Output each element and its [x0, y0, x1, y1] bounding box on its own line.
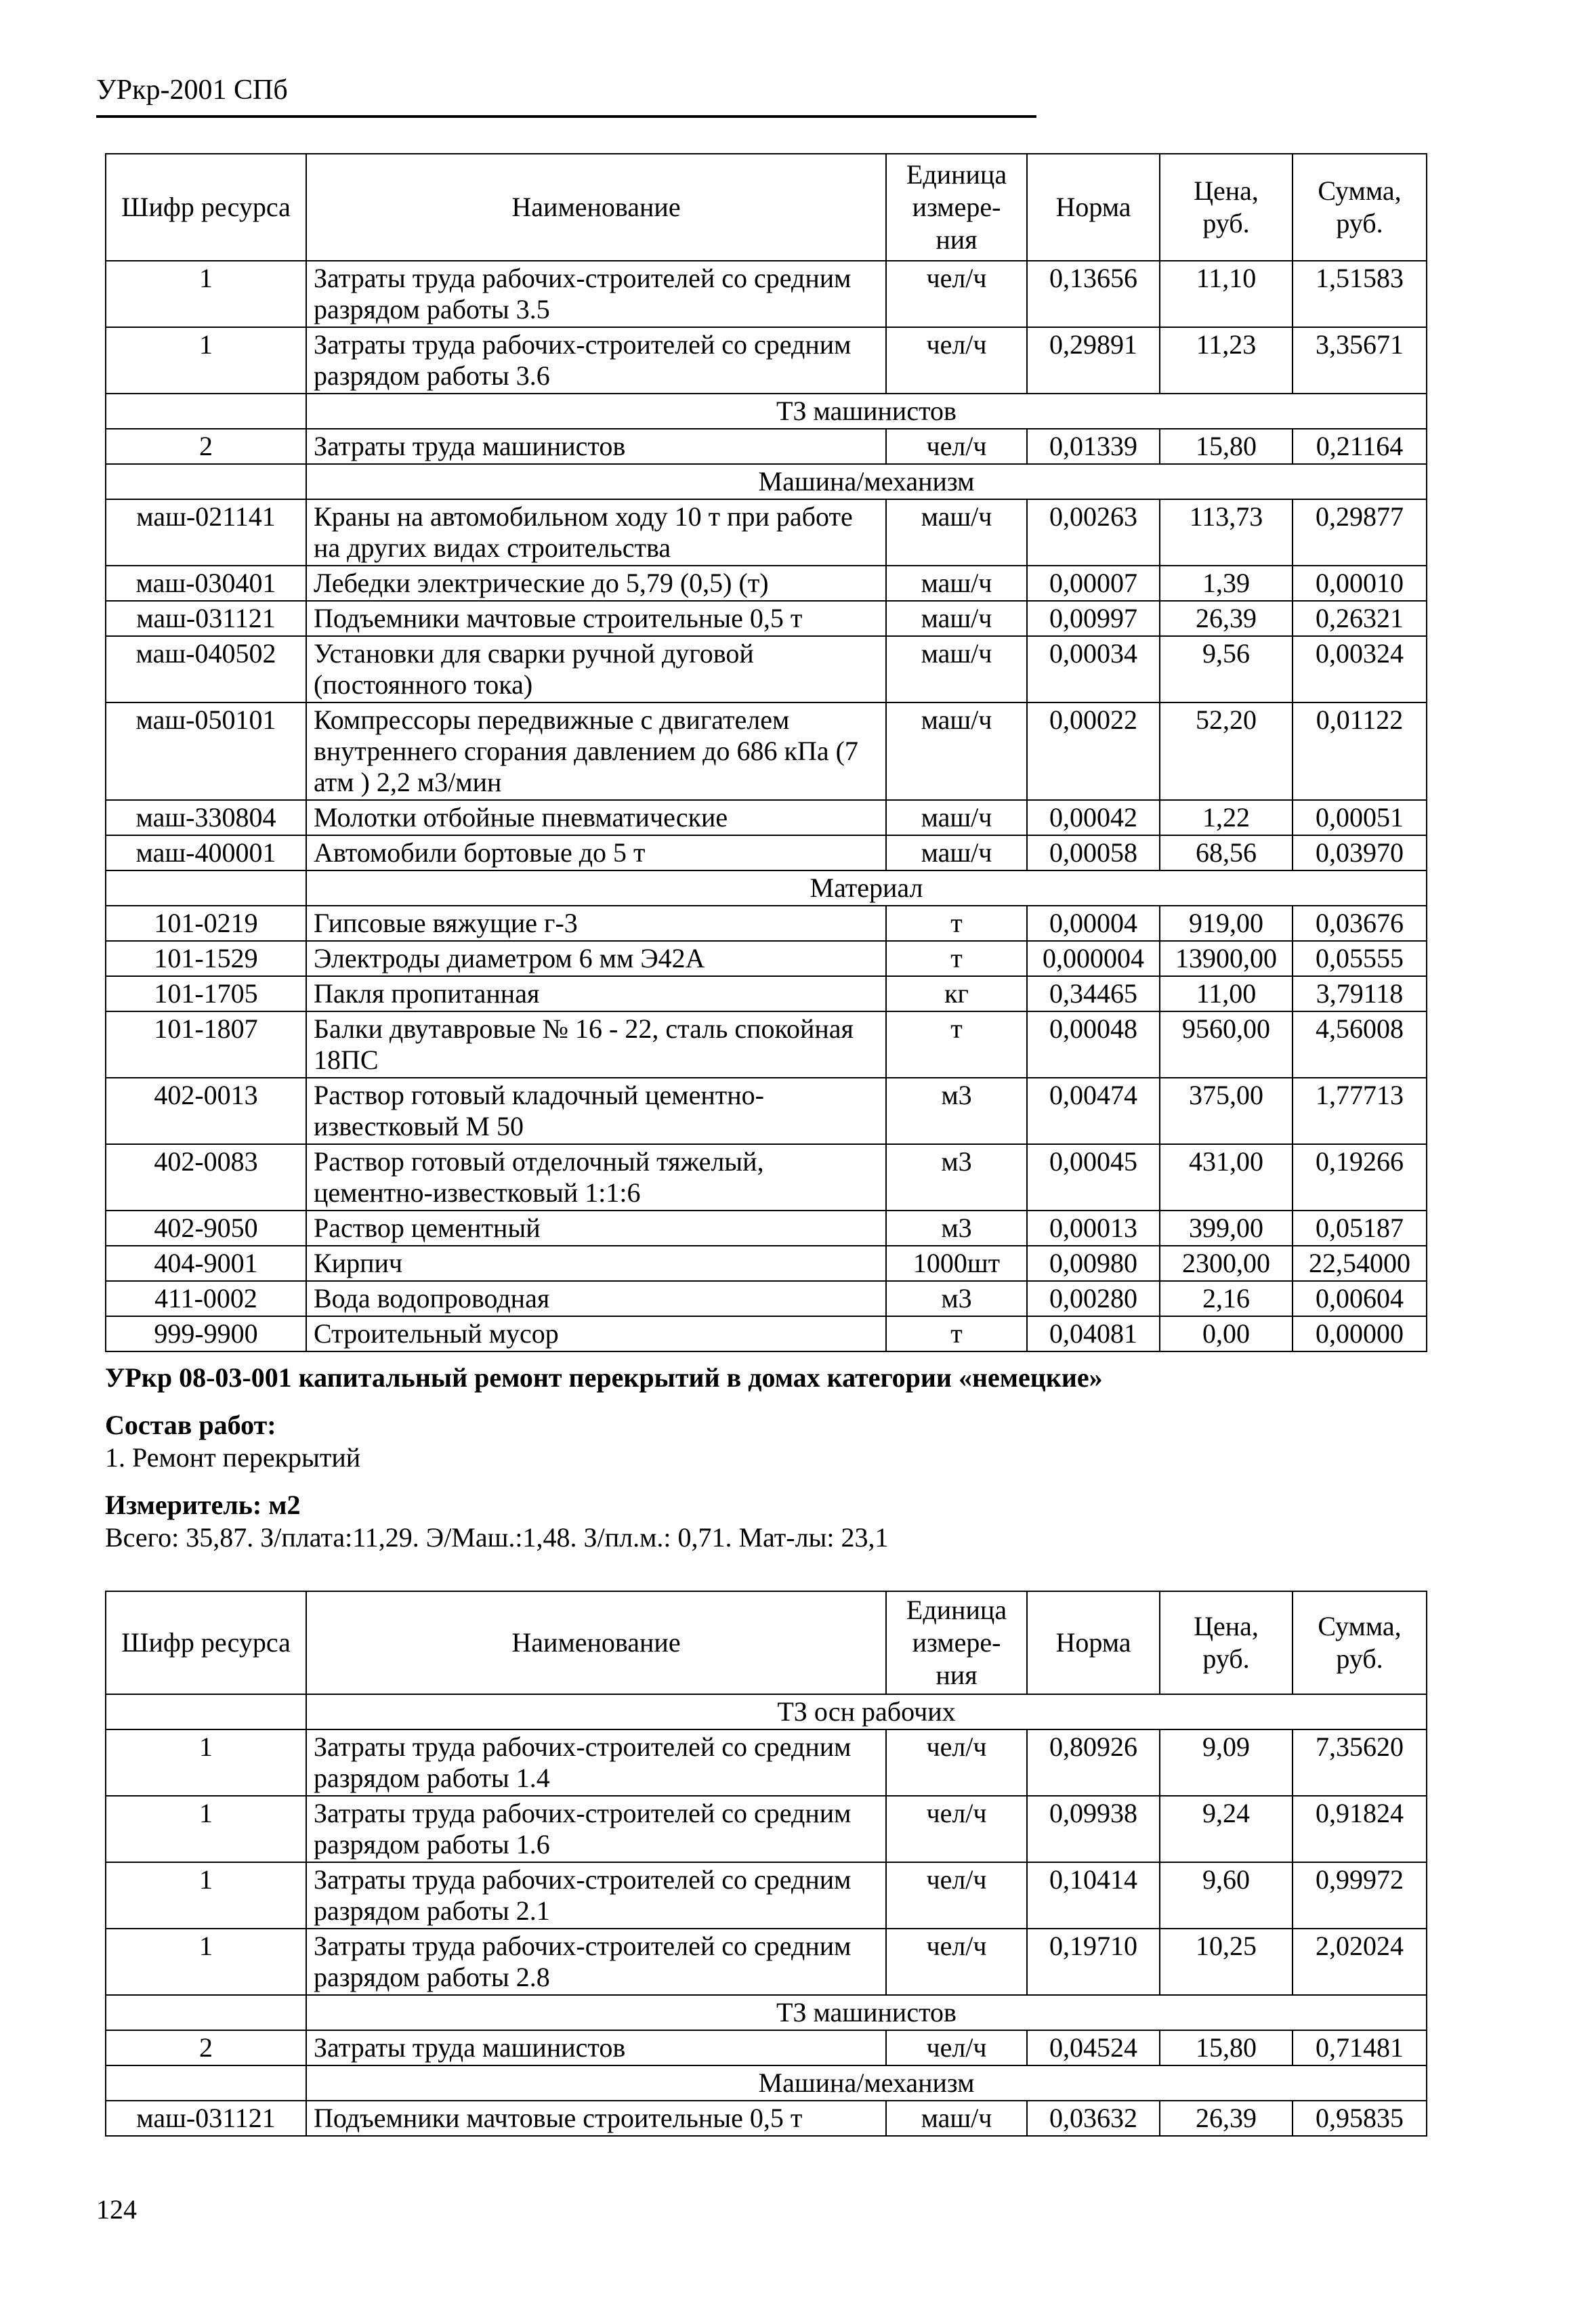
cell-sum: 0,03676 — [1293, 906, 1427, 941]
cell-sum: 0,91824 — [1293, 1796, 1427, 1862]
cell-name: Затраты труда рабочих-строителей со средним разрядом работы 1.6 — [306, 1796, 886, 1862]
cell-unit: маш/ч — [886, 636, 1027, 702]
cell-sum: 0,03970 — [1293, 835, 1427, 870]
table-row — [106, 1144, 1427, 1211]
cell-norm: 0,04081 — [1027, 1316, 1160, 1351]
cell-sum: 3,79118 — [1293, 976, 1427, 1011]
cell-name: Строительный мусор — [306, 1316, 886, 1351]
cell-price: 11,10 — [1160, 261, 1293, 327]
cell-price: 10,25 — [1160, 1929, 1293, 1995]
cell-price: 15,80 — [1160, 2030, 1293, 2065]
cell-sum: 7,35620 — [1293, 1729, 1427, 1796]
cell-norm: 0,34465 — [1027, 976, 1160, 1011]
cell-name: Затраты труда машинистов — [306, 2030, 886, 2065]
col-header-norm: Норма — [1027, 1591, 1160, 1694]
cell-sum: 3,35671 — [1293, 327, 1427, 394]
cell-sum: 0,01122 — [1293, 702, 1427, 800]
cell-unit: м3 — [886, 1211, 1027, 1246]
cell-name: Затраты труда рабочих-строителей со средним разрядом работы 3.6 — [306, 327, 886, 394]
cell-unit: 1000шт — [886, 1246, 1027, 1281]
cell-code: 1 — [106, 1729, 306, 1796]
section-empty-cell — [106, 464, 306, 499]
cell-norm: 0,00007 — [1027, 566, 1160, 601]
cell-code: 402-0083 — [106, 1144, 306, 1211]
cell-name: Компрессоры передвижные с двигателем внутреннего сгорания давлением до 686 кПа (7 атм ) 2,2 м3/мин — [306, 702, 886, 800]
section-label: ТЗ осн рабочих — [306, 1694, 1427, 1729]
cell-unit: чел/ч — [886, 327, 1027, 394]
cell-norm: 0,29891 — [1027, 327, 1160, 394]
cell-norm: 0,00997 — [1027, 601, 1160, 636]
table-row — [106, 1078, 1427, 1144]
col-header-unit: Единица измере-ния — [886, 1591, 1027, 1694]
table-row — [106, 976, 1427, 1011]
cell-price: 113,73 — [1160, 499, 1293, 566]
cell-norm: 0,10414 — [1027, 1862, 1160, 1929]
cell-sum: 0,05555 — [1293, 941, 1427, 976]
table-row — [106, 2030, 1427, 2065]
table-row — [106, 1929, 1427, 1995]
cell-code: 101-1807 — [106, 1011, 306, 1078]
cell-price: 375,00 — [1160, 1078, 1293, 1144]
cell-price: 9,09 — [1160, 1729, 1293, 1796]
cell-price: 11,23 — [1160, 327, 1293, 394]
works-heading: Состав работ: — [105, 1410, 276, 1440]
table-row — [106, 702, 1427, 800]
cell-name: Затраты труда машинистов — [306, 429, 886, 464]
cell-name: Раствор готовый кладочный цементно-известковый М 50 — [306, 1078, 886, 1144]
cell-unit: маш/ч — [886, 702, 1027, 800]
table-row — [106, 499, 1427, 566]
cell-unit: чел/ч — [886, 2030, 1027, 2065]
section-label: Машина/механизм — [306, 464, 1427, 499]
table-row — [106, 636, 1427, 702]
cell-price: 2,16 — [1160, 1281, 1293, 1316]
table-row — [106, 835, 1427, 870]
cell-unit: чел/ч — [886, 261, 1027, 327]
cell-sum: 22,54000 — [1293, 1246, 1427, 1281]
cell-sum: 0,99972 — [1293, 1862, 1427, 1929]
cell-code: 404-9001 — [106, 1246, 306, 1281]
cell-unit: маш/ч — [886, 835, 1027, 870]
cell-name: Кирпич — [306, 1246, 886, 1281]
cell-name: Краны на автомобильном ходу 10 т при работе на других видах строительства — [306, 499, 886, 566]
table-body — [106, 1694, 1427, 2136]
page-number: 124 — [96, 2194, 137, 2225]
col-header-price: Цена, руб. — [1160, 154, 1293, 261]
cell-code: 402-9050 — [106, 1211, 306, 1246]
section-label: Материал — [306, 870, 1427, 906]
cell-name: Раствор цементный — [306, 1211, 886, 1246]
cell-norm: 0,03632 — [1027, 2101, 1160, 2136]
cell-sum: 0,21164 — [1293, 429, 1427, 464]
cell-code: 2 — [106, 2030, 306, 2065]
cell-code: 101-1705 — [106, 976, 306, 1011]
cell-unit: м3 — [886, 1078, 1027, 1144]
cell-code: маш-030401 — [106, 566, 306, 601]
section-title: УРкр 08-03-001 капитальный ремонт перекрытий в домах категории «немецкие» — [105, 1362, 1103, 1393]
cell-unit: маш/ч — [886, 2101, 1027, 2136]
cell-code: маш-040502 — [106, 636, 306, 702]
table-section-row — [106, 1995, 1427, 2030]
table-row — [106, 906, 1427, 941]
table-row — [106, 1246, 1427, 1281]
section-label: ТЗ машинистов — [306, 394, 1427, 429]
cell-name: Затраты труда рабочих-строителей со средним разрядом работы 3.5 — [306, 261, 886, 327]
cell-price: 68,56 — [1160, 835, 1293, 870]
cell-unit: т — [886, 1316, 1027, 1351]
cell-code: 1 — [106, 1796, 306, 1862]
cell-name: Подъемники мачтовые строительные 0,5 т — [306, 601, 886, 636]
table-row — [106, 327, 1427, 394]
col-header-code: Шифр ресурса — [106, 154, 306, 261]
cell-name: Гипсовые вяжущие г-3 — [306, 906, 886, 941]
cell-code: 999-9900 — [106, 1316, 306, 1351]
cell-price: 13900,00 — [1160, 941, 1293, 976]
cell-norm: 0,00004 — [1027, 906, 1160, 941]
cell-code: маш-031121 — [106, 2101, 306, 2136]
totals-line: Всего: 35,87. З/плата:11,29. Э/Маш.:1,48. З/пл.м.: 0,71. Мат-лы: 23,1 — [105, 1522, 889, 1553]
cell-code: 1 — [106, 1929, 306, 1995]
cell-sum: 0,00324 — [1293, 636, 1427, 702]
cell-code: 101-1529 — [106, 941, 306, 976]
section-empty-cell — [106, 870, 306, 906]
cell-price: 399,00 — [1160, 1211, 1293, 1246]
cell-code: маш-031121 — [106, 601, 306, 636]
cell-sum: 0,00010 — [1293, 566, 1427, 601]
col-header-name: Наименование — [306, 1591, 886, 1694]
cell-price: 26,39 — [1160, 601, 1293, 636]
cell-unit: чел/ч — [886, 1796, 1027, 1862]
cell-sum: 0,05187 — [1293, 1211, 1427, 1246]
table-section-row — [106, 1694, 1427, 1729]
cell-sum: 1,77713 — [1293, 1078, 1427, 1144]
cell-sum: 0,26321 — [1293, 601, 1427, 636]
cell-price: 9,24 — [1160, 1796, 1293, 1862]
section-empty-cell — [106, 394, 306, 429]
cell-code: маш-400001 — [106, 835, 306, 870]
cell-norm: 0,04524 — [1027, 2030, 1160, 2065]
cell-price: 0,00 — [1160, 1316, 1293, 1351]
table-row — [106, 800, 1427, 835]
cell-sum: 2,02024 — [1293, 1929, 1427, 1995]
cell-code: маш-021141 — [106, 499, 306, 566]
cell-price: 2300,00 — [1160, 1246, 1293, 1281]
table-row — [106, 261, 1427, 327]
cell-name: Затраты труда рабочих-строителей со средним разрядом работы 1.4 — [306, 1729, 886, 1796]
cell-unit: маш/ч — [886, 566, 1027, 601]
cell-unit: чел/ч — [886, 1929, 1027, 1995]
cell-norm: 0,00280 — [1027, 1281, 1160, 1316]
cell-price: 431,00 — [1160, 1144, 1293, 1211]
col-header-sum: Сумма, руб. — [1293, 154, 1427, 261]
cell-unit: т — [886, 1011, 1027, 1078]
cell-code: 1 — [106, 327, 306, 394]
cell-code: маш-050101 — [106, 702, 306, 800]
cell-unit: маш/ч — [886, 601, 1027, 636]
header-rule — [96, 115, 1036, 118]
table-row — [106, 941, 1427, 976]
cell-price: 919,00 — [1160, 906, 1293, 941]
cell-unit: чел/ч — [886, 1862, 1027, 1929]
cell-price: 52,20 — [1160, 702, 1293, 800]
table-header-row — [106, 1591, 1427, 1694]
col-header-price: Цена, руб. — [1160, 1591, 1293, 1694]
cell-price: 9,60 — [1160, 1862, 1293, 1929]
table-section-row — [106, 464, 1427, 499]
table-row — [106, 1796, 1427, 1862]
cell-unit: т — [886, 906, 1027, 941]
cell-norm: 0,00042 — [1027, 800, 1160, 835]
cell-unit: маш/ч — [886, 499, 1027, 566]
section-empty-cell — [106, 2065, 306, 2101]
cell-sum: 0,71481 — [1293, 2030, 1427, 2065]
table-row — [106, 1211, 1427, 1246]
cell-code: 2 — [106, 429, 306, 464]
col-header-name: Наименование — [306, 154, 886, 261]
col-header-sum: Сумма, руб. — [1293, 1591, 1427, 1694]
cell-sum: 0,29877 — [1293, 499, 1427, 566]
cell-norm: 0,13656 — [1027, 261, 1160, 327]
cell-sum: 0,19266 — [1293, 1144, 1427, 1211]
resource-table-2 — [105, 1591, 1427, 2137]
cell-name: Затраты труда рабочих-строителей со средним разрядом работы 2.1 — [306, 1862, 886, 1929]
table-header-row — [106, 154, 1427, 261]
section-description — [105, 1362, 1426, 1554]
table-row — [106, 2101, 1427, 2136]
cell-price: 1,22 — [1160, 800, 1293, 835]
col-header-norm: Норма — [1027, 154, 1160, 261]
cell-code: 1 — [106, 261, 306, 327]
work-item: 1. Ремонт перекрытий — [105, 1442, 361, 1473]
cell-code: 101-0219 — [106, 906, 306, 941]
cell-unit: чел/ч — [886, 1729, 1027, 1796]
cell-norm: 0,00263 — [1027, 499, 1160, 566]
cell-price: 11,00 — [1160, 976, 1293, 1011]
table-row — [106, 1011, 1427, 1078]
cell-norm: 0,00045 — [1027, 1144, 1160, 1211]
section-label: ТЗ машинистов — [306, 1995, 1427, 2030]
cell-sum: 0,95835 — [1293, 2101, 1427, 2136]
cell-name: Балки двутавровые № 16 - 22, сталь спокойная 18ПС — [306, 1011, 886, 1078]
table-section-row — [106, 2065, 1427, 2101]
cell-name: Раствор готовый отделочный тяжелый, цементно-известковый 1:1:6 — [306, 1144, 886, 1211]
cell-unit: чел/ч — [886, 429, 1027, 464]
cell-name: Молотки отбойные пневматические — [306, 800, 886, 835]
cell-norm: 0,00048 — [1027, 1011, 1160, 1078]
meter-heading: Измеритель: м2 — [105, 1490, 301, 1520]
cell-sum: 0,00000 — [1293, 1316, 1427, 1351]
section-empty-cell — [106, 1995, 306, 2030]
cell-code: 411-0002 — [106, 1281, 306, 1316]
table-section-row — [106, 870, 1427, 906]
cell-norm: 0,00022 — [1027, 702, 1160, 800]
cell-norm: 0,19710 — [1027, 1929, 1160, 1995]
cell-sum: 1,51583 — [1293, 261, 1427, 327]
table-row — [106, 601, 1427, 636]
cell-price: 26,39 — [1160, 2101, 1293, 2136]
resource-table-1 — [105, 153, 1427, 1352]
col-header-code: Шифр ресурса — [106, 1591, 306, 1694]
cell-norm: 0,00980 — [1027, 1246, 1160, 1281]
cell-price: 9560,00 — [1160, 1011, 1293, 1078]
cell-code: 1 — [106, 1862, 306, 1929]
cell-name: Пакля пропитанная — [306, 976, 886, 1011]
cell-price: 15,80 — [1160, 429, 1293, 464]
table-row — [106, 1316, 1427, 1351]
cell-code: маш-330804 — [106, 800, 306, 835]
table-row — [106, 429, 1427, 464]
cell-norm: 0,01339 — [1027, 429, 1160, 464]
section-label: Машина/механизм — [306, 2065, 1427, 2101]
table-row — [106, 1862, 1427, 1929]
cell-name: Затраты труда рабочих-строителей со средним разрядом работы 2.8 — [306, 1929, 886, 1995]
cell-code: 402-0013 — [106, 1078, 306, 1144]
cell-unit: маш/ч — [886, 800, 1027, 835]
section-empty-cell — [106, 1694, 306, 1729]
cell-name: Электроды диаметром 6 мм Э42А — [306, 941, 886, 976]
cell-unit: кг — [886, 976, 1027, 1011]
cell-norm: 0,000004 — [1027, 941, 1160, 976]
table-row — [106, 1281, 1427, 1316]
cell-name: Установки для сварки ручной дуговой (постоянного тока) — [306, 636, 886, 702]
cell-unit: т — [886, 941, 1027, 976]
cell-sum: 4,56008 — [1293, 1011, 1427, 1078]
cell-unit: м3 — [886, 1144, 1027, 1211]
cell-norm: 0,00058 — [1027, 835, 1160, 870]
cell-norm: 0,00474 — [1027, 1078, 1160, 1144]
cell-norm: 0,00034 — [1027, 636, 1160, 702]
cell-price: 1,39 — [1160, 566, 1293, 601]
cell-name: Подъемники мачтовые строительные 0,5 т — [306, 2101, 886, 2136]
table-row — [106, 1729, 1427, 1796]
cell-name: Лебедки электрические до 5,79 (0,5) (т) — [306, 566, 886, 601]
cell-sum: 0,00051 — [1293, 800, 1427, 835]
cell-price: 9,56 — [1160, 636, 1293, 702]
cell-unit: м3 — [886, 1281, 1027, 1316]
cell-name: Автомобили бортовые до 5 т — [306, 835, 886, 870]
page-header-title: УРкр-2001 СПб — [96, 75, 288, 106]
cell-name: Вода водопроводная — [306, 1281, 886, 1316]
col-header-unit: Единица измере-ния — [886, 154, 1027, 261]
table-row — [106, 566, 1427, 601]
cell-norm: 0,80926 — [1027, 1729, 1160, 1796]
cell-norm: 0,09938 — [1027, 1796, 1160, 1862]
table-body — [106, 261, 1427, 1351]
cell-sum: 0,00604 — [1293, 1281, 1427, 1316]
cell-norm: 0,00013 — [1027, 1211, 1160, 1246]
table-section-row — [106, 394, 1427, 429]
